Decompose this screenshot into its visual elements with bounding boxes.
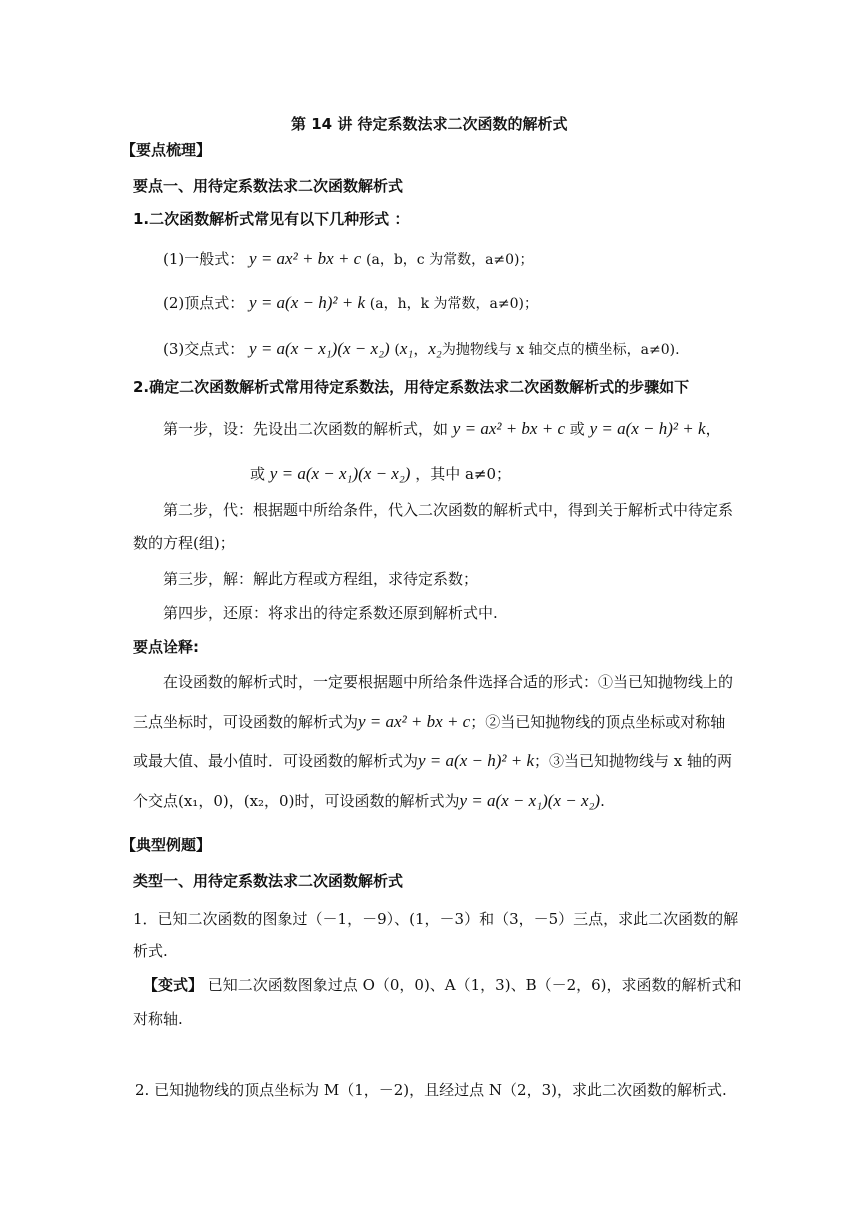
explain-line-4	[133, 792, 605, 809]
text: 或最大值、最小值时．可设函数的解析式为	[133, 752, 419, 770]
text: ；③当已知抛物线与 x 轴的两	[534, 752, 732, 770]
step-1	[163, 420, 721, 437]
section-heading: 【典型例题】	[121, 836, 212, 854]
explain-line-1: 在设函数的解析式时，一定要根据题中所给条件选择合适的形式：①当已知抛物线上的	[163, 673, 734, 691]
variant-question-cont: 对称轴.	[133, 1010, 183, 1028]
variant-label: 【变式】	[143, 976, 204, 994]
formula: y = a(x − x₁)(x − x₂)	[249, 339, 390, 358]
text: .	[600, 792, 605, 810]
variant-question	[143, 978, 742, 993]
text: 个交点(x₁，0)，(x₂，0)时，可设函数的解析式为	[133, 792, 460, 810]
steps-heading: 2.确定二次函数解析式常用待定系数法，用待定系数法求二次函数解析式的步骤如下	[133, 378, 690, 396]
x2-symbol: x₂	[428, 339, 442, 358]
step-2: 第二步，代：根据题中所给条件，代入二次函数的解析式中，得到关于解析式中待定系	[163, 501, 734, 519]
form-vertex	[163, 294, 538, 311]
formula: y = a(x − x₁)(x − x₂)	[269, 464, 411, 483]
formula: y = ax² + bx + c	[358, 712, 471, 731]
separator: ，	[413, 340, 429, 358]
form-note: 为抛物线与 x 轴交点的横坐标，a≠0).	[441, 342, 680, 358]
explain-line-3	[133, 752, 732, 769]
question-2: 2. 已知抛物线的顶点坐标为 M（1，－2)，且经过点 N（2，3)，求此二次函数的解析式.	[135, 1081, 727, 1099]
or-text: 或	[569, 420, 585, 438]
formula: y = a(x − x₁)(x − x₂)	[459, 791, 601, 810]
formula: y = ax² + bx + c	[452, 419, 565, 438]
forms-heading: 1.二次函数解析式常见有以下几种形式 ：	[133, 210, 410, 228]
text: 三点坐标时，可设函数的解析式为	[133, 713, 359, 731]
form-note-pre: (	[394, 342, 400, 358]
variant-text: 已知二次函数图象过点 O（0，0)、A（1，3)、B（－2，6)，求函数的解析式和	[207, 976, 742, 994]
type-heading: 类型一、用待定系数法求二次函数解析式	[133, 872, 404, 890]
form-intercept	[163, 340, 680, 357]
formula: y = a(x − h)² + k	[418, 751, 534, 770]
explain-line-2	[133, 713, 725, 730]
formula: y = ax² + bx + c	[249, 249, 362, 268]
step-text: 第一步，设：先设出二次函数的解析式，如	[163, 420, 449, 438]
form-general	[163, 250, 534, 267]
question-1: 1．已知二次函数的图象过（－1，－9）、(1，－3）和（3，－5）三点，求此二次函数的解	[133, 910, 739, 928]
text: ；②当已知抛物线的顶点坐标或对称轴	[470, 713, 726, 731]
form-note: (a，b，c 为常数，a≠0)；	[366, 252, 534, 268]
explain-heading: 要点诠释:	[133, 638, 199, 656]
comma: ，	[705, 420, 721, 438]
step-4: 第四步，还原：将求出的待定系数还原到解析式中.	[163, 604, 498, 622]
or-text: 或	[250, 465, 266, 483]
step-3: 第三步，解：解此方程或方程组，求待定系数；	[163, 570, 479, 588]
step-2-cont: 数的方程(组)；	[133, 534, 235, 552]
step-1-cont	[250, 465, 511, 482]
form-note: (a，h，k 为常数，a≠0)；	[369, 296, 539, 312]
formula: y = a(x − h)² + k	[249, 293, 366, 312]
formula: y = a(x − h)² + k	[589, 419, 706, 438]
step-tail: ，其中 a≠0；	[415, 465, 512, 483]
form-label: (2)顶点式：	[163, 294, 245, 312]
page-title: 第 14 讲 待定系数法求二次函数的解析式	[291, 115, 568, 133]
form-label: (1)一般式：	[163, 250, 245, 268]
x1-symbol: x₁	[399, 339, 414, 358]
section-heading: 【要点梳理】	[121, 141, 212, 159]
question-1-cont: 析式.	[133, 942, 168, 960]
subsection-heading: 要点一、用待定系数法求二次函数解析式	[133, 177, 404, 195]
form-label: (3)交点式：	[163, 340, 245, 358]
